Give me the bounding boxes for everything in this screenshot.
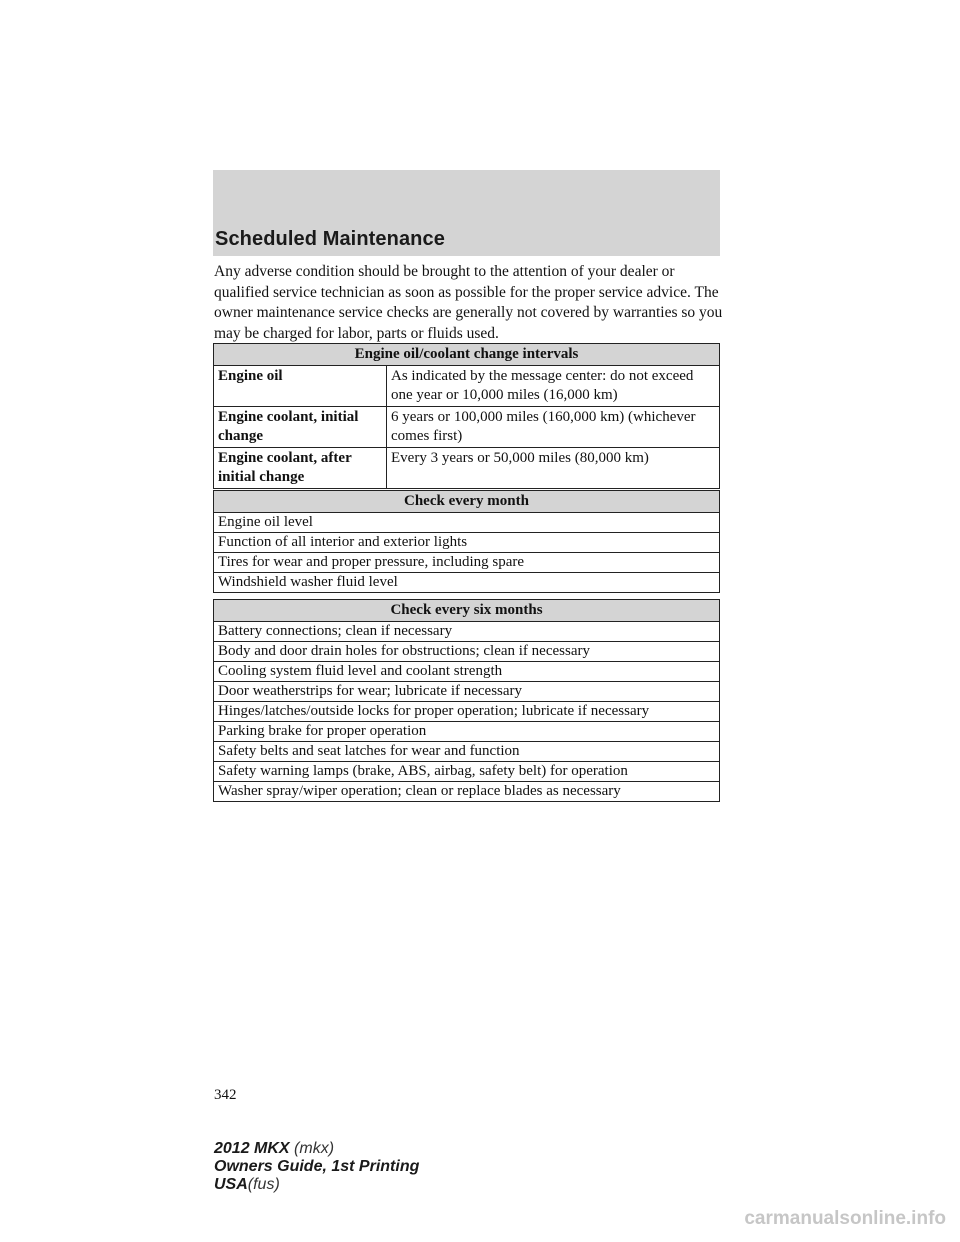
table-row <box>214 407 720 448</box>
row-value: Every 3 years or 50,000 miles (80,000 km) <box>387 448 720 489</box>
monthly-table-title: Check every month <box>214 491 720 513</box>
list-item: Door weatherstrips for wear; lubricate if necessary <box>214 682 720 702</box>
table-row <box>214 762 720 782</box>
footer-market-code: (fus) <box>247 1176 280 1193</box>
list-item: Engine oil level <box>214 513 720 533</box>
table-row <box>214 513 720 533</box>
table-row <box>214 573 720 593</box>
intro-paragraph: Any adverse condition should be brought to the attention of your dealer or qualified service technician as soon as possible for the proper service advice. The owner maintenance service checks are generally not covered by warranties so you may be charged for labor, parts or fluids used. <box>214 263 723 342</box>
intervals-table <box>213 343 720 489</box>
list-item: Function of all interior and exterior lights <box>214 533 720 553</box>
row-label: Engine coolant, after initial change <box>214 448 387 489</box>
table-header-row <box>214 491 720 513</box>
table-row <box>214 622 720 642</box>
table-header-row <box>214 344 720 366</box>
table-row <box>214 702 720 722</box>
table-row <box>214 742 720 762</box>
table-row <box>214 448 720 489</box>
list-item: Parking brake for proper operation <box>214 722 720 742</box>
monthly-check-table <box>213 490 720 593</box>
table-header-row <box>214 600 720 622</box>
row-label: Engine coolant, initial change <box>214 407 387 448</box>
list-item: Battery connections; clean if necessary <box>214 622 720 642</box>
print-footer <box>214 1140 419 1194</box>
table-row <box>214 682 720 702</box>
list-item: Body and door drain holes for obstructions; clean if necessary <box>214 642 720 662</box>
section-title: Scheduled Maintenance <box>215 228 445 250</box>
footer-line-model <box>214 1140 419 1158</box>
list-item: Cooling system fluid level and coolant strength <box>214 662 720 682</box>
row-value: As indicated by the message center: do not exceed one year or 10,000 miles (16,000 km) <box>387 366 720 407</box>
list-item: Safety belts and seat latches for wear and function <box>214 742 720 762</box>
table-row <box>214 642 720 662</box>
row-value: 6 years or 100,000 miles (160,000 km) (whichever comes first) <box>387 407 720 448</box>
six-month-table-title: Check every six months <box>214 600 720 622</box>
footer-line-edition <box>214 1158 419 1176</box>
footer-model: 2012 MKX <box>214 1140 290 1157</box>
footer-market: USA <box>214 1176 248 1193</box>
list-item: Windshield washer fluid level <box>214 573 720 593</box>
footer-model-code: (mkx) <box>294 1140 335 1157</box>
table-row <box>214 662 720 682</box>
list-item: Tires for wear and proper pressure, including spare <box>214 553 720 573</box>
list-item: Safety warning lamps (brake, ABS, airbag, safety belt) for operation <box>214 762 720 782</box>
table-row <box>214 553 720 573</box>
list-item: Hinges/latches/outside locks for proper operation; lubricate if necessary <box>214 702 720 722</box>
intervals-table-title: Engine oil/coolant change intervals <box>214 344 720 366</box>
footer-line-market <box>214 1176 419 1194</box>
table-row <box>214 782 720 802</box>
footer-edition: Owners Guide, 1st Printing <box>214 1158 420 1175</box>
page-number: 342 <box>214 1087 237 1103</box>
table-row <box>214 722 720 742</box>
table-row <box>214 366 720 407</box>
six-month-check-table <box>213 599 720 802</box>
row-label: Engine oil <box>214 366 387 407</box>
table-row <box>214 533 720 553</box>
list-item: Washer spray/wiper operation; clean or replace blades as necessary <box>214 782 720 802</box>
watermark-link[interactable]: carmanualsonline.info <box>744 1208 946 1229</box>
